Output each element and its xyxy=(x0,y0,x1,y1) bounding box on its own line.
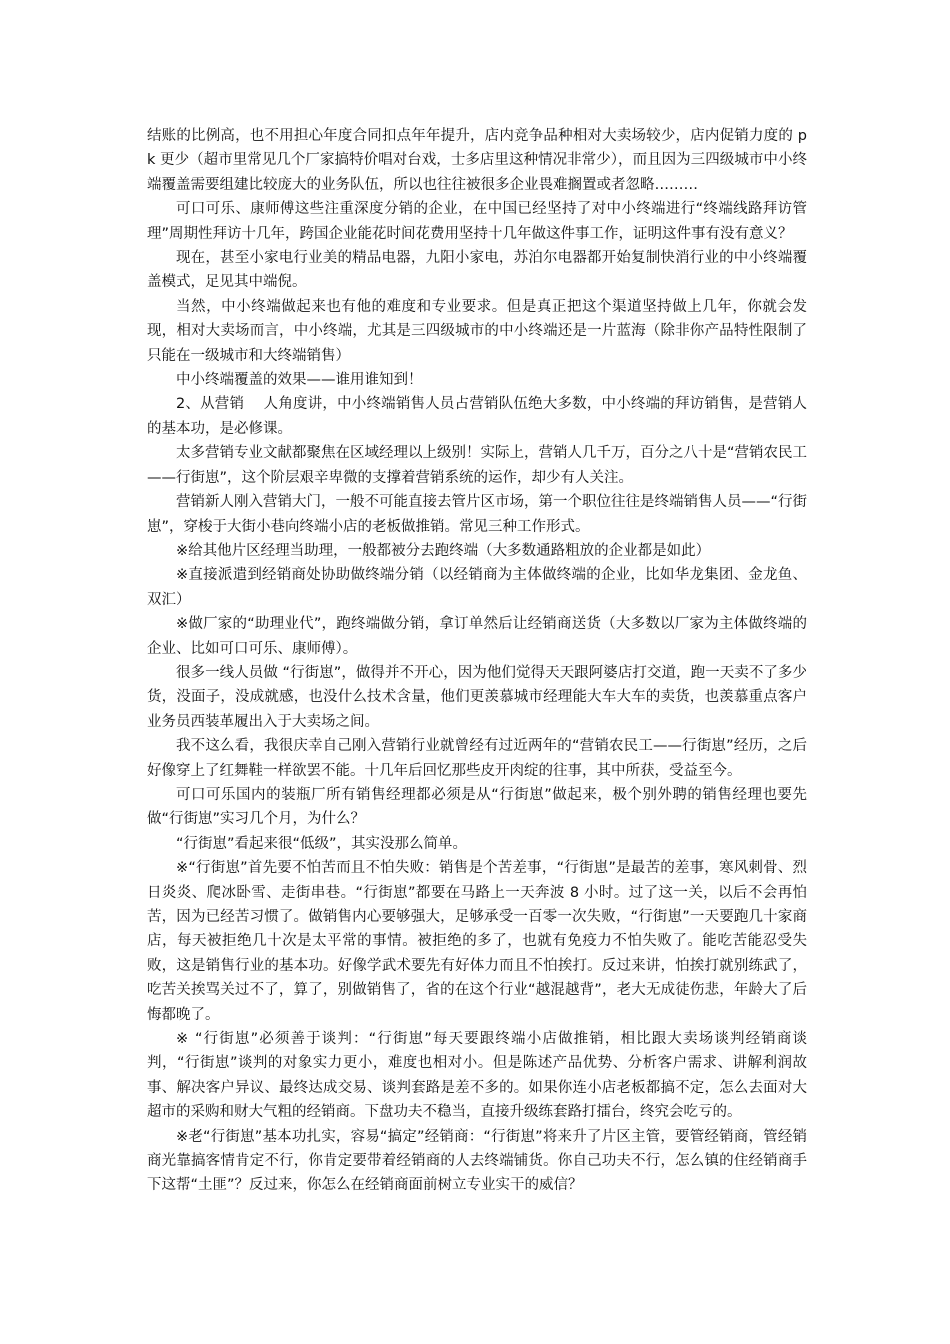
paragraph: 可口可乐、康师傅这些注重深度分销的企业，在中国已经坚持了对中小终端进行“终端线路拜访管理”周期性拜访十几年，跨国企业能花时间花费用坚持十几年做这件事工作，证明这件事有没有意义？ xyxy=(147,201,807,242)
paragraph: 很多一线人员做 “行街崽”，做得并不开心，因为他们觉得天天跟阿婆店打交道，跑一天卖不了多少货，没面子，没成就感，也没什么技术含量，他们更羡慕城市经理能大车大车的卖货，也羡慕重点客户业务员西装革履出入于大卖场之间。 xyxy=(147,664,807,730)
paragraph: “行街崽”看起来很“低级”，其实没那么简单。 xyxy=(176,835,468,852)
bullet-item: ※给其他片区经理当助理，一般都被分去跑终端（大多数通路粗放的企业都是如此） xyxy=(176,542,711,559)
bullet-item: ※做厂家的“助理业代”，跑终端做分销，拿订单然后让经销商送货（大多数以厂家为主体做终端的企业、比如可口可乐、康师傅）。 xyxy=(147,616,807,657)
bullet-item: ※ “行街崽”必须善于谈判：“行街崽”每天要跟终端小店做推销，相比跟大卖场谈判经销商谈判，“行街崽”谈判的对象实力更小，难度也相对小。但是陈述产品优势、分析客户需求、讲解利润故事、解决客户异议、最终达成交易、谈判套路是差不多的。如果你连小店老板都搞不定，怎么去面对大超市的采购和财大气粗的经销商。下盘功夫不稳当，直接升级练套路打擂台，终究会吃亏的。 xyxy=(147,1031,807,1121)
paragraph: 我不这么看，我很庆幸自己刚入营销行业就曾经有过近两年的“营销农民工——行街崽”经历，之后好像穿上了红舞鞋一样欲罢不能。十几年后回忆那些皮开肉绽的往事，其中所获，受益至今。 xyxy=(147,738,807,779)
bullet-item: ※老“行街崽”基本功扎实，容易“搞定”经销商：“行街崽”将来升了片区主管，要管经销商，管经销商光靠搞客情肯定不行，你肯定要带着经销商的人去终端铺货。你自己功夫不行，怎么镇的住经销商手下这帮“土匪”？反过来，你怎么在经销商面前树立专业实干的威信？ xyxy=(147,1128,807,1194)
bullet-item: ※“行街崽”首先要不怕苦而且不怕失败：销售是个苦差事，“行街崽”是最苦的差事，寒风刺骨、烈日炎炎、爬冰卧雪、走街串巷。“行街崽”都要在马路上一天奔波 8 小时。过了这一关，以后不会再怕苦，因为已经苦习惯了。做销售内心要够强大，足够承受一百零一次失败，“行街崽”一天要跑几十家商店，每天被拒绝几十次是太平常的事情。被拒绝的多了，也就有免疫力不怕失败了。能吃苦能忍受失败，这是销售行业的基本功。好像学武术要先有好体力而且不怕挨打。反过来讲，怕挨打就别练武了，吃苦关挨骂关过不了，算了，别做销售了，省的在这个行业“越混越背”，老大无成徒伤悲，年龄大了后悔都晚了。 xyxy=(147,860,807,1023)
document-body xyxy=(147,124,807,1198)
paragraph: 当然，中小终端做起来也有他的难度和专业要求。但是真正把这个渠道坚持做上几年，你就会发现，相对大卖场而言，中小终端，尤其是三四级城市的中小终端还是一片蓝海（除非你产品特性限制了只能在一级城市和大终端销售） xyxy=(147,298,807,364)
paragraph: 可口可乐国内的装瓶厂所有销售经理都必须是从“行街崽”做起来，极个别外聘的销售经理也要先做“行街崽”实习几个月，为什么？ xyxy=(147,786,807,828)
paragraph: 太多营销专业文献都聚焦在区域经理以上级别！实际上，营销人几千万，百分之八十是“营销农民工——行街崽”，这个阶层艰辛卑微的支撑着营销系统的运作，却少有人关注。 xyxy=(147,445,808,486)
section-heading: 中小终端覆盖的效果——谁用谁知到！ xyxy=(176,372,423,389)
paragraph-continuation: 结账的比例高，也不用担心年度合同扣点年年提升，店内竞争品种相对大卖场较少，店内促销力度的 pk 更少（超市里常见几个厂家搞特价唱对台戏，士多店里这种情况非常少），而且因为三四级城市中小终端覆盖需要组建比较庞大的业务队伍，所以也往往被很多企业畏难搁置或者忽略……… xyxy=(147,128,807,193)
bullet-item: ※直接派遣到经销商处协助做终端分销（以经销商为主体做终端的企业，比如华龙集团、金龙鱼、双汇） xyxy=(147,567,807,608)
paragraph: 营销新人刚入营销大门，一般不可能直接去管片区市场，第一个职位往往是终端销售人员——“行街崽”，穿梭于大街小巷向终端小店的老板做推销。常见三种工作形式。 xyxy=(147,494,808,535)
paragraph: 2、从营销 人角度讲，中小终端销售人员占营销队伍绝大多数，中小终端的拜访销售，是营销人的基本功，是必修课。 xyxy=(147,396,807,437)
paragraph: 现在，甚至小家电行业美的精品电器，九阳小家电，苏泊尔电器都开始复制快消行业的中小终端覆盖模式，足见其中端倪。 xyxy=(147,250,807,291)
